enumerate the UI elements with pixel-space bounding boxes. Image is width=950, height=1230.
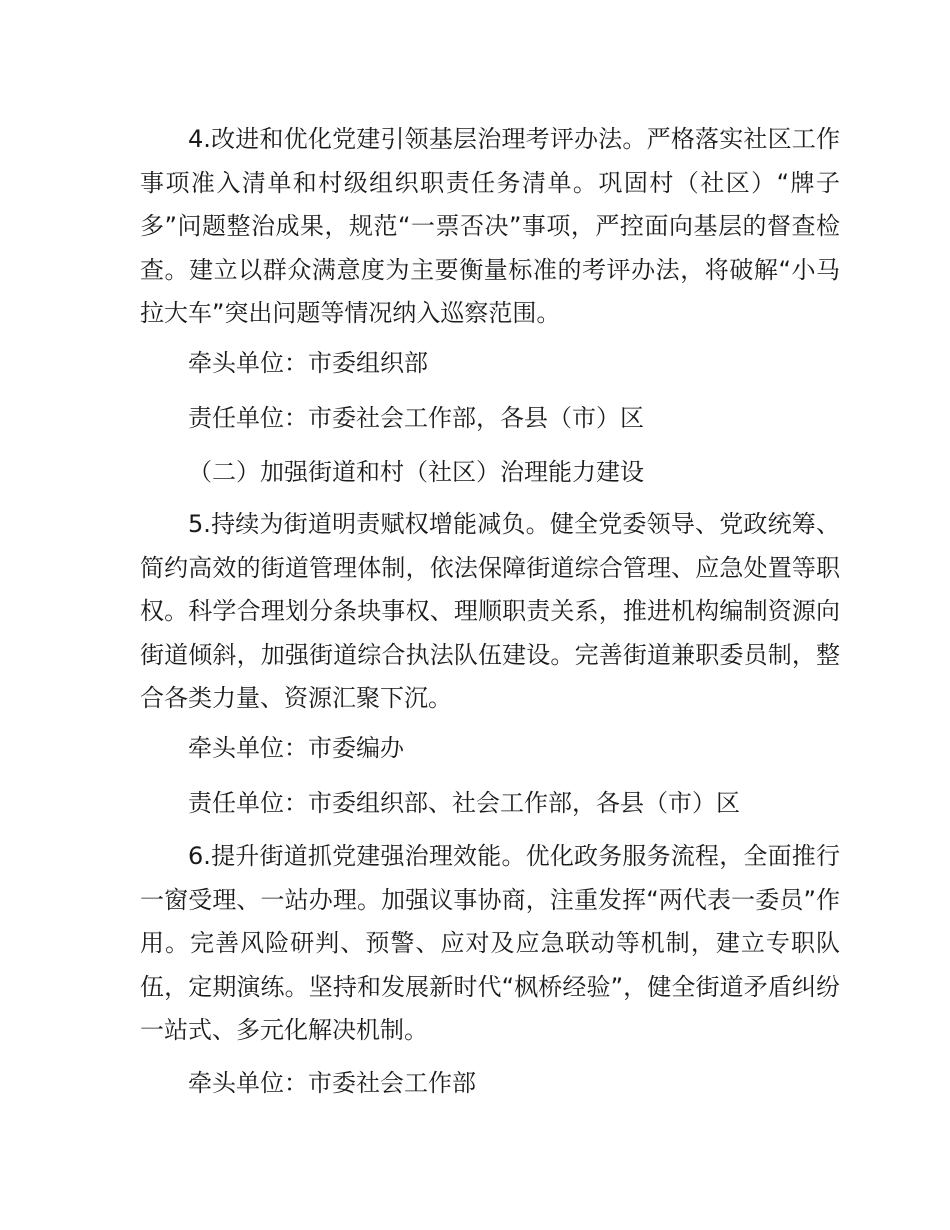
item-6-lead-unit: 牵头单位：市委社会工作部 <box>188 1069 476 1097</box>
item-5-lead-unit: 牵头单位：市委编办 <box>188 734 404 762</box>
item-5-responsible-units: 责任单位：市委组织部、社会工作部，各县（市）区 <box>188 789 740 817</box>
item-4-paragraph: 4.改进和优化党建引领基层治理考评办法。严格落实社区工作事项准入清单和村级组织职责任务清单。巩固村（社区）“牌子多”问题整治成果，规范“一票否决”事项，严控面向基层的督查检查。建立以群众满意度为主要衡量标准的考评办法，将破解“小马拉大车”突出问题等情况纳入巡察范围。 <box>140 125 840 327</box>
section-2-heading: （二）加强街道和村（社区）治理能力建设 <box>188 458 644 486</box>
item-5-paragraph: 5.持续为街道明责赋权增能减负。健全党委领导、党政统筹、简约高效的街道管理体制，依法保障街道综合管理、应急处置等职权。科学合理划分条块事权、理顺职责关系，推进机构编制资源向街道倾斜，加强街道综合执法队伍建设。完善街道兼职委员制，整合各类力量、资源汇聚下沉。 <box>140 510 840 712</box>
item-4-lead-unit: 牵头单位：市委组织部 <box>188 349 428 377</box>
item-4-responsible-units: 责任单位：市委社会工作部，各县（市）区 <box>188 404 644 432</box>
item-6-paragraph: 6.提升街道抓党建强治理效能。优化政务服务流程，全面推行一窗受理、一站办理。加强议事协商，注重发挥“两代表一委员”作用。完善风险研判、预警、应对及应急联动等机制，建立专职队伍，定期演练。坚持和发展新时代“枫桥经验”，健全街道矛盾纠纷一站式、多元化解决机制。 <box>140 842 840 1044</box>
